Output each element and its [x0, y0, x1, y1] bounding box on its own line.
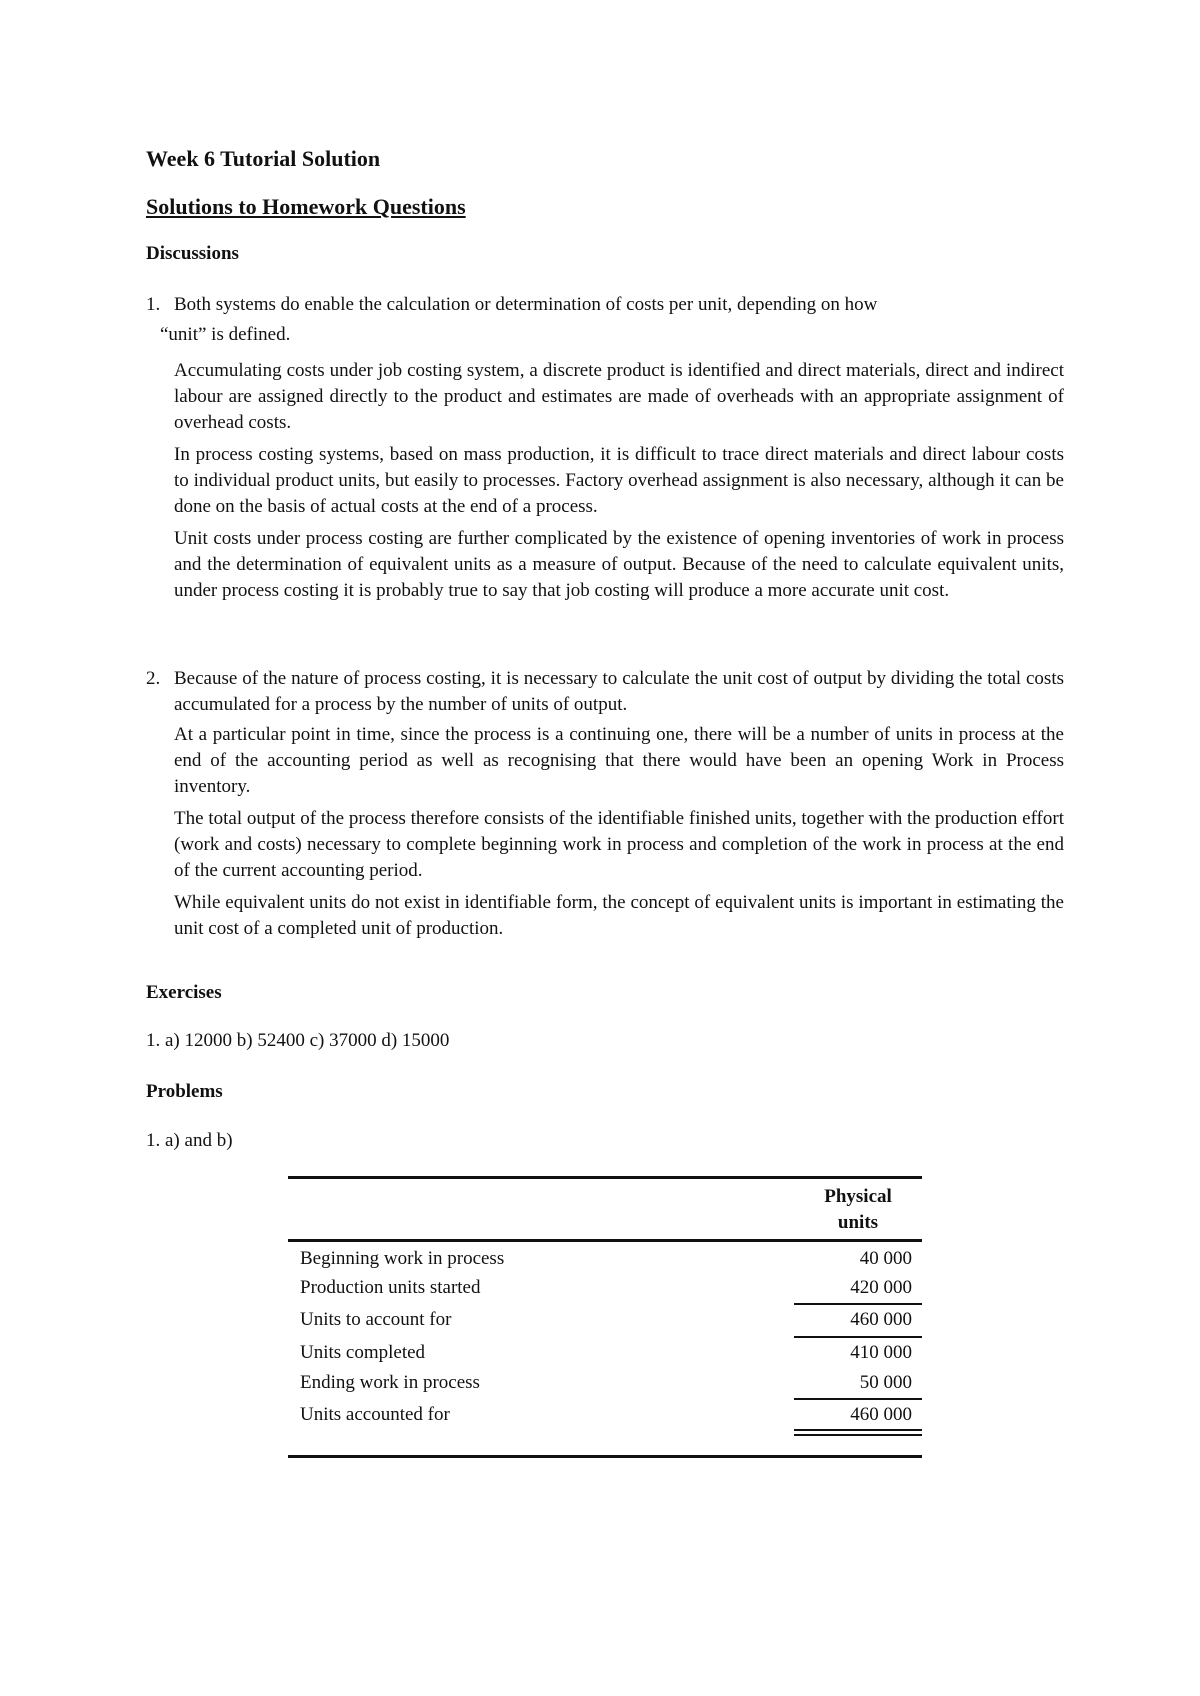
problems-heading: Problems — [146, 1081, 223, 1102]
total-double-rule — [794, 1429, 922, 1436]
subtotal-rule — [794, 1336, 922, 1338]
table-row-label: Units accounted for — [300, 1404, 450, 1425]
question-1-second-line: “unit” is defined. — [160, 324, 291, 345]
page-title: Week 6 Tutorial Solution — [146, 146, 381, 171]
table-row-label: Units completed — [300, 1342, 426, 1363]
table-row-label: Beginning work in process — [300, 1248, 505, 1269]
table-bottom-rule — [288, 1455, 922, 1458]
table-row-label: Ending work in process — [300, 1372, 480, 1393]
question-1-first-line: Both systems do enable the calculation or determination of costs per unit, depending on how — [174, 294, 878, 315]
table-row-value: 460 000 — [850, 1404, 912, 1425]
problem-1-part-label: 1. a) and b) — [146, 1130, 233, 1151]
table-header-rule — [288, 1239, 922, 1242]
table-row-label: Units to account for — [300, 1309, 452, 1330]
table-row-label: Production units started — [300, 1277, 481, 1298]
subtotal-rule — [794, 1303, 922, 1305]
discussions-heading: Discussions — [146, 243, 239, 264]
exercises-heading: Exercises — [146, 982, 222, 1003]
question-2-paragraph-1: Because of the nature of process costing, it is necessary to calculate the unit cost of output by dividing the total costs accumulated for a process by the number of units of output. — [174, 668, 1064, 715]
question-2-paragraph-2: At a particular point in time, since the process is a continuing one, there will be a number of units in process at the end of the accounting period as well as recognising that there would have been an opening Work in Process inventory. — [174, 724, 1064, 797]
question-1-paragraph-3: Unit costs under process costing are further complicated by the existence of opening inventories of work in process and the determination of equivalent units as a measure of output. Because of the need to calculate equivalent units, under process costing it is probably true to say that job costing will produce a more accurate unit cost. — [174, 528, 1064, 601]
table-row-value: 50 000 — [859, 1372, 912, 1393]
table-row-value: 420 000 — [850, 1277, 912, 1298]
table-row-value: 40 000 — [859, 1248, 912, 1269]
table-row-value: 410 000 — [850, 1342, 912, 1363]
question-1-number: 1. — [146, 294, 161, 315]
table-top-rule — [288, 1176, 922, 1179]
table-row-value: 460 000 — [850, 1309, 912, 1330]
page-subtitle: Solutions to Homework Questions — [146, 194, 466, 219]
question-2-number: 2. — [146, 668, 161, 689]
column-header-physical: Physical — [824, 1186, 892, 1207]
question-2-paragraph-4: While equivalent units do not exist in identifiable form, the concept of equivalent units is important in estimating the unit cost of a completed unit of production. — [174, 892, 1064, 939]
question-1-paragraph-2: In process costing systems, based on mass production, it is difficult to trace direct materials and direct labour costs to individual product units, but easily to processes. Factory overhead assignment is also necessary, although it can be done on the basis of actual costs at the end of a process. — [174, 444, 1064, 517]
subtotal-rule — [794, 1398, 922, 1400]
exercise-1-answer: 1. a) 12000 b) 52400 c) 37000 d) 15000 — [146, 1030, 450, 1051]
column-header-units: units — [837, 1212, 879, 1233]
question-1-paragraph-1: Accumulating costs under job costing system, a discrete product is identified and direct materials, direct and indirect labour are assigned directly to the product and estimates are made of overheads with an appropriate assignment of overhead costs. — [174, 360, 1064, 433]
question-2-paragraph-3: The total output of the process therefore consists of the identifiable finished units, together with the production effort (work and costs) necessary to complete beginning work in process and completion of the work in process at the end of the current accounting period. — [174, 808, 1064, 881]
